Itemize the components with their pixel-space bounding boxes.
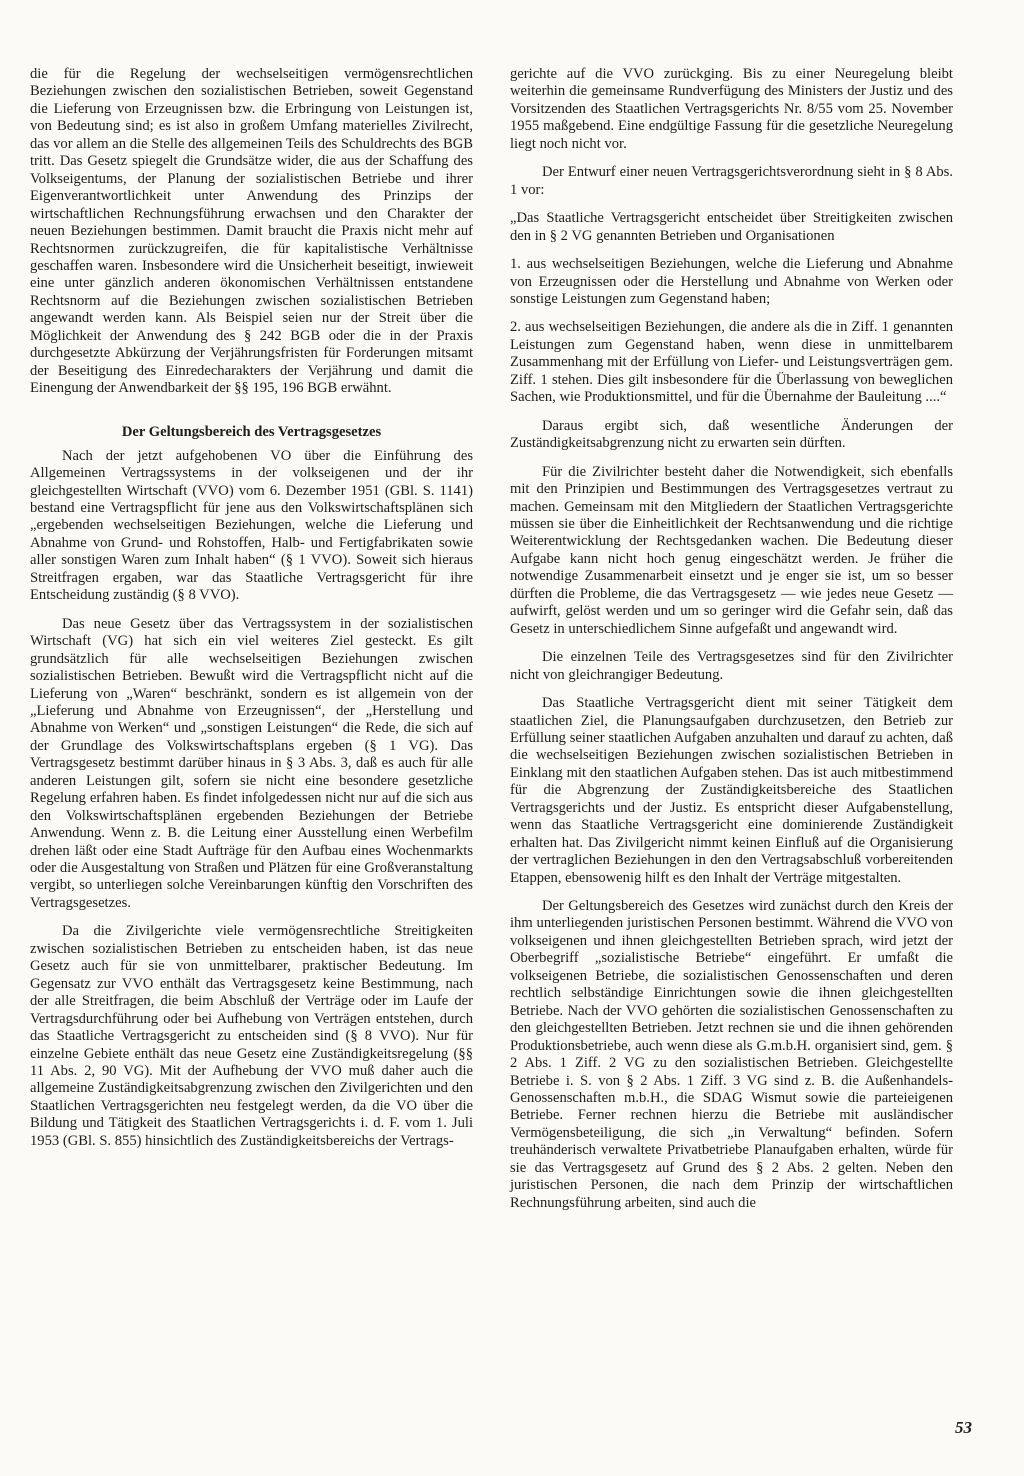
paragraph: Der Geltungsbereich des Gesetzes wird zunächst durch den Kreis der ihm unterliegenden juristischen Personen bestimmt. Während die VVO von volkseigenen und ihnen gleichgestellten Betrieben sprach, wird jetzt der Oberbegriff „sozialistische Betriebe“ eingeführt. Er umfaßt die volkseigenen Betriebe, die sozialistischen Genossenschaften und deren rechtlich selbständige Einrichtungen sowie die ihnen gleichgestellten Betriebe. Nach der VVO gehörten die sozialistischen Genossenschaften zu den gleichgestellten Betrieben. Jetzt rechnen sie und die ihnen gehörenden Produktionsbetriebe, auch wenn diese als G.m.b.H. organisiert sind, gem. § 2 Abs. 1 Ziff. 2 VG zu den sozialistischen Betrieben. Gleichgestellte Betriebe i. S. von § 2 Abs. 1 Ziff. 3 VG sind z. B. die Außenhandels-Genossenschaften m.b.H., die SDAG Wismut sowie die parteieigenen Betriebe. Ferner rechnen hierzu die Betriebe mit ausländischer Vermögensbeteiligung, die sich „in Verwaltung“ befinden. Sofern treuhänderisch verwaltete Privatbetriebe Planaufgaben erhalten, würde für sie das Vertragsgesetz auf Grund des § 2 Abs. 2 gelten. Neben den juristischen Personen, die nach dem Prinzip der wirtschaftlichen Rechnungsführung arbeiten, sind auch die [510, 898, 953, 1211]
paragraph: gerichte auf die VVO zurückging. Bis zu einer Neuregelung bleibt weiterhin die gemeinsame Rundverfügung des Ministers der Justiz und des Vorsitzenden des Staatlichen Vertragsgerichts Nr. 8/55 vom 25. November 1955 maßgebend. Eine endgültige Fassung für die gesetzliche Neuregelung liegt noch nicht vor. [510, 66, 953, 152]
right-column [510, 66, 953, 1223]
quote-paragraph: 1. aus wechselseitigen Beziehungen, welche die Lieferung und Abnahme von Erzeugnissen oder die Herstellung und Abnahme von Werken oder sonstige Leistungen zum Gegenstand haben; [510, 256, 953, 307]
section-heading: Der Geltungsbereich des Vertragsgesetzes [121, 423, 382, 440]
paragraph: Der Entwurf einer neuen Vertragsgerichtsverordnung sieht in § 8 Abs. 1 vor: [510, 164, 953, 198]
paragraph: die für die Regelung der wechselseitigen vermögensrechtlichen Beziehungen zwischen den sozialistischen Betrieben, soweit Gegenstand die Lieferung von Erzeugnissen bzw. die Erbringung von Leistungen ist, von Bedeutung sind; es ist also in großem Umfang materielles Zivilrecht, das vor allem an die Stelle des allgemeinen Teils des Schuldrechts des BGB tritt. Das Gesetz spiegelt die Grundsätze wider, die aus der Schaffung des Volkseigentums, der Planung der sozialistischen Betriebe und ihrer Eigenverantwortlichkeit unter Anwendung des Prinzips der wirtschaftlichen Rechnungsführung erwachsen und den Charakter der neuen Beziehungen bestimmen. Damit braucht die Praxis nicht mehr auf Rechtsnormen zurückzugreifen, die für kapitalistische Verhältnisse geschaffen waren. Insbesondere wird die Unsicherheit beseitigt, inwieweit eine unter gänzlich anderen ökonomischen Verhältnissen entstandene Rechtsnorm auf die Beziehungen zwischen sozialistischen Betrieben angewandt werden kann. Als Beispiel seien nur der Streit über die Möglichkeit der Anwendung des § 242 BGB oder die in der Praxis durchgesetzte Abkürzung der Verjährungsfristen für Forderungen mitsamt der Beseitigung des Einredecharakters der Verjährung und damit die Einengung der Anwendbarkeit der §§ 195, 196 BGB erwähnt. [30, 66, 473, 397]
paragraph: Da die Zivilgerichte viele vermögensrechtliche Streitigkeiten zwischen sozialistischen Betrieben zu entscheiden haben, ist das neue Gesetz auch für sie von unmittelbarer, praktischer Bedeutung. Im Gegensatz zur VVO enthält das Vertragsgesetz keine Bestimmung, nach der alle Streitfragen, die beim Abschluß der Verträge oder im Laufe der Vertragsdurchführung oder bei Aufhebung von Verträgen entstehen, durch das Staatliche Vertragsgericht zu entscheiden sind (§ 8 VVO). Nur für einzelne Gebiete enthält das neue Gesetz eine Zuständigkeitsregelung (§§ 11 Abs. 2, 90 VG). Mit der Aufhebung der VVO muß daher auch die allgemeine Zuständigkeitsabgrenzung zwischen den Zivilgerichten und den Staatlichen Vertragsgerichten neu festgelegt werden, da die VO über die Bildung und Tätigkeit des Staatlichen Vertragsgerichts i. d. F. vom 1. Juli 1953 (GBl. S. 855) hinsichtlich des Zuständigkeitsbereichs der Vertrags- [30, 923, 473, 1149]
page-number: 53 [955, 1418, 972, 1437]
paragraph: Das Staatliche Vertragsgericht dient mit seiner Tätigkeit dem staatlichen Ziel, die Planungsaufgaben durchzusetzen, den Betrieb zur Erfüllung seiner staatlichen Aufgaben anzuhalten und darauf zu achten, daß die wechselseitigen Beziehungen zwischen sozialistischen Betrieben in Einklang mit den staatlichen Aufgaben stehen. Das ist auch mitbestimmend für die Abgrenzung der Zuständigkeitsbereiche des Staatlichen Vertragsgerichts und der Justiz. Es entspricht dieser Aufgabenstellung, wenn das Staatliche Vertragsgericht eine dominierende Zuständigkeit erhalten hat. Das Zivilgericht nimmt keinen Einfluß auf die Organisierung der vertraglichen Beziehungen in den den Vertragsabschluß vorbereitenden Etappen, ebensowenig hilft es den Inhalt der Verträge mitgestalten. [510, 695, 953, 886]
paragraph: Die einzelnen Teile des Vertragsgesetzes sind für den Zivilrichter nicht von gleichrangiger Bedeutung. [510, 649, 953, 683]
quote-paragraph: „Das Staatliche Vertragsgericht entscheidet über Streitigkeiten zwischen den in § 2 VG genannten Betrieben und Organisationen [510, 210, 953, 244]
paragraph: Daraus ergibt sich, daß wesentliche Änderungen der Zuständigkeitsabgrenzung nicht zu erwarten sein dürften. [510, 417, 953, 452]
paragraph: Nach der jetzt aufgehobenen VO über die Einführung des Allgemeinen Vertragssystems in der volkseigenen und der ihr gleichgestellten Wirtschaft (VVO) vom 6. Dezember 1951 (GBl. S. 1141) bestand eine Vertragspflicht für jene aus den Volkswirtschaftsplänen sich „ergebenden wechselseitigen Beziehungen, welche die Lieferung und Abnahme von Grund- und Rohstoffen, Halb- und Fertigfabrikaten sowie aller sonstigen Waren zum Inhalt haben“ (§ 1 VVO). Soweit sich hieraus Streitfragen ergaben, war das Staatliche Vertragsgericht für ihre Entscheidung zuständig (§ 8 VVO). [30, 447, 473, 604]
paragraph: Für die Zivilrichter besteht daher die Notwendigkeit, sich ebenfalls mit den Prinzipien und Bestimmungen des Vertragsgesetzes vertraut zu machen. Gemeinsam mit den Mitgliedern der Staatlichen Vertragsgerichte müssen sie über die Einheitlichkeit der Rechtsanwendung und die richtige Weiterentwicklung der Rechtsgedanken wachen. Die Bedeutung dieser Aufgabe kann nicht hoch genug eingeschätzt werden. Je früher die notwendige Zusammenarbeit einsetzt und je enger sie ist, um so besser dürften die Probleme, die das Vertragsgesetz — wie jedes neue Gesetz — aufwirft, gelöst werden und um so geringer wird die Gefahr sein, daß das Gesetz in unterschiedlichem Sinne aufgefaßt und angewandt wird. [510, 463, 953, 637]
paragraph: Das neue Gesetz über das Vertragssystem in der sozialistischen Wirtschaft (VG) hat sich ein viel weiteres Ziel gesteckt. Es gilt grundsätzlich für alle wechselseitigen Beziehungen zwischen sozialistischen Betrieben. Bewußt wird die Vertragspflicht nicht auf die Lieferung von „Waren“ beschränkt, sondern es ist allgemein von der „Lieferung und Abnahme von Erzeugnissen“, der „Herstellung und Abnahme von Werken“ und „sonstigen Leistungen“ die Rede, die sich auf der Grundlage des Volkswirtschaftsplans ergeben (§ 1 VG). Das Vertragsgesetz bestimmt darüber hinaus in § 3 Abs. 3, daß es auch für alle anderen Leistungen gilt, sofern sie nicht eine besondere gesetzliche Regelung erfahren haben. Es findet infolgedessen nicht nur auf die sich aus den Volkswirtschaftsplänen ergebenden Beziehungen der Betriebe Anwendung. Wenn z. B. die Leitung einer Ausstellung einen Werbefilm drehen läßt oder eine Stadt Aufträge für den Aufbau eines Wochenmarkts oder die Ausgestaltung von Straßen und Plätzen für eine Großveranstaltung vergibt, so unterliegen solche Vereinbarungen künftig den Vorschriften des Vertragsgesetzes. [30, 615, 473, 911]
left-column [30, 66, 473, 1161]
quote-paragraph: 2. aus wechselseitigen Beziehungen, die andere als die in Ziff. 1 genannten Leistungen zum Gegenstand haben, wenn diese in unmittelbarem Zusammenhang mit der Erfüllung von Liefer- und Leistungsverträgen gem. Ziff. 1 stehen. Dies gilt insbesondere für die Überlassung von beweglichen Sachen, wie Produktionsmittel, und für die Übernahme der Bauleitung ....“ [510, 319, 953, 406]
